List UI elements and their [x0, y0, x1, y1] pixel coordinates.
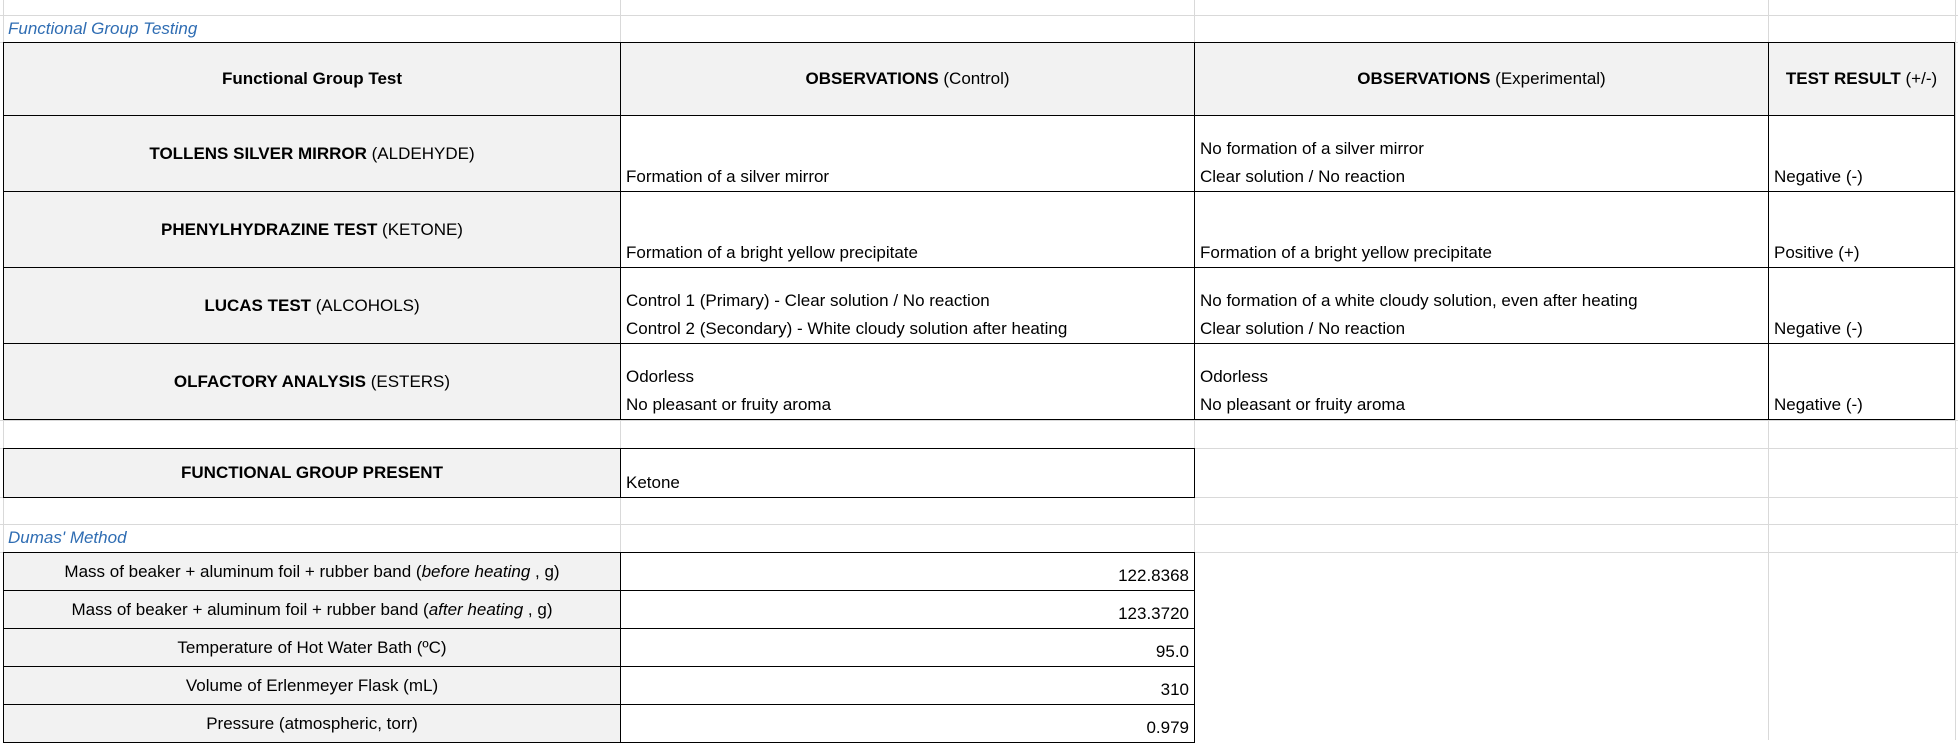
- header-result-bold: TEST RESULT: [1785, 69, 1901, 88]
- control-observation-cell[interactable]: [620, 115, 1195, 192]
- test-name-bold: OLFACTORY ANALYSIS: [173, 372, 366, 391]
- test-result-value: Positive (+): [1774, 243, 1860, 262]
- dumas-label-text: Mass of beaker + aluminum foil + rubber band (: [64, 561, 422, 581]
- observation-line: Clear solution / No reaction: [1200, 167, 1406, 186]
- header-observations-experimental[interactable]: [1194, 42, 1769, 116]
- dumas-label-italic: before heating: [421, 561, 531, 581]
- header-experimental-rest: (Experimental): [1490, 69, 1606, 88]
- test-name-bold: PHENYLHYDRAZINE TEST: [161, 220, 378, 239]
- header-observations-control[interactable]: [620, 42, 1195, 116]
- experimental-observation-cell[interactable]: [1194, 191, 1769, 268]
- test-name-cell[interactable]: [3, 343, 621, 420]
- header-control-rest: (Control): [938, 69, 1010, 88]
- dumas-value-cell[interactable]: 0.979: [620, 704, 1195, 743]
- test-result-cell[interactable]: [1768, 267, 1955, 344]
- control-observation-cell[interactable]: [620, 343, 1195, 420]
- dumas-label-cell[interactable]: [3, 666, 621, 705]
- dumas-label-suffix: , g): [530, 561, 560, 581]
- test-result-value: Negative (-): [1774, 167, 1863, 186]
- dumas-value-cell[interactable]: 123.3720: [620, 590, 1195, 629]
- dumas-method-title[interactable]: Dumas' Method: [8, 528, 127, 547]
- header-test-result[interactable]: [1768, 42, 1955, 116]
- test-result-value: Negative (-): [1774, 319, 1863, 338]
- observation-line: Odorless: [1200, 367, 1269, 386]
- dumas-value-cell[interactable]: 310: [620, 666, 1195, 705]
- functional-group-testing-title[interactable]: Functional Group Testing: [8, 19, 198, 38]
- test-name-cell[interactable]: [3, 191, 621, 268]
- experimental-observation-cell[interactable]: [1194, 115, 1769, 192]
- dumas-label-text: Mass of beaker + aluminum foil + rubber band (: [71, 599, 429, 619]
- test-name-rest: (ESTERS): [366, 372, 451, 391]
- dumas-label-text: Volume of Erlenmeyer Flask (mL): [185, 675, 439, 695]
- dumas-value-cell[interactable]: 95.0: [620, 628, 1195, 667]
- test-result-cell[interactable]: [1768, 343, 1955, 420]
- functional-group-present-label[interactable]: FUNCTIONAL GROUP PRESENT: [3, 448, 621, 498]
- observation-line: No formation of a white cloudy solution, even after heating: [1200, 291, 1638, 310]
- test-name-rest: (KETONE): [377, 220, 463, 239]
- test-name-rest: (ALDEHYDE): [366, 144, 475, 163]
- test-name-bold: LUCAS TEST: [204, 296, 312, 315]
- header-functional-group-test[interactable]: Functional Group Test: [3, 42, 621, 116]
- experimental-observation-cell[interactable]: [1194, 267, 1769, 344]
- dumas-label-suffix: , g): [523, 599, 553, 619]
- control-observation-cell[interactable]: [620, 191, 1195, 268]
- control-observation-cell[interactable]: [620, 267, 1195, 344]
- dumas-label-text: Pressure (atmospheric, torr): [206, 713, 418, 733]
- dumas-label-cell[interactable]: [3, 590, 621, 629]
- dumas-label-text: Temperature of Hot Water Bath (ºC): [177, 637, 447, 657]
- dumas-label-italic: after heating: [428, 599, 524, 619]
- dumas-label-cell[interactable]: [3, 704, 621, 743]
- test-name-rest: (ALCOHOLS): [311, 296, 420, 315]
- dumas-label-cell[interactable]: [3, 552, 621, 591]
- test-name-bold: TOLLENS SILVER MIRROR: [149, 144, 367, 163]
- observation-line: No pleasant or fruity aroma: [626, 395, 832, 414]
- functional-group-present-text: Ketone: [626, 473, 680, 492]
- test-name-cell[interactable]: [3, 267, 621, 344]
- observation-line: Control 1 (Primary) - Clear solution / No reaction: [626, 291, 990, 310]
- observation-line: No pleasant or fruity aroma: [1200, 395, 1406, 414]
- observation-line: Formation of a silver mirror: [626, 167, 830, 186]
- functional-group-present-value[interactable]: [620, 448, 1195, 498]
- dumas-label-cell[interactable]: [3, 628, 621, 667]
- test-result-value: Negative (-): [1774, 395, 1863, 414]
- experimental-observation-cell[interactable]: [1194, 343, 1769, 420]
- dumas-value-cell[interactable]: 122.8368: [620, 552, 1195, 591]
- test-name-cell[interactable]: [3, 115, 621, 192]
- test-result-cell[interactable]: [1768, 115, 1955, 192]
- observation-line: Control 2 (Secondary) - White cloudy solution after heating: [626, 319, 1068, 338]
- observation-line: Formation of a bright yellow precipitate: [626, 243, 918, 262]
- observation-line: No formation of a silver mirror: [1200, 139, 1424, 158]
- observation-line: Odorless: [626, 367, 695, 386]
- test-result-cell[interactable]: [1768, 191, 1955, 268]
- header-control-bold: OBSERVATIONS: [805, 69, 939, 88]
- observation-line: Formation of a bright yellow precipitate: [1200, 243, 1492, 262]
- observation-line: Clear solution / No reaction: [1200, 319, 1406, 338]
- header-experimental-bold: OBSERVATIONS: [1357, 69, 1491, 88]
- header-result-rest: (+/-): [1900, 69, 1938, 88]
